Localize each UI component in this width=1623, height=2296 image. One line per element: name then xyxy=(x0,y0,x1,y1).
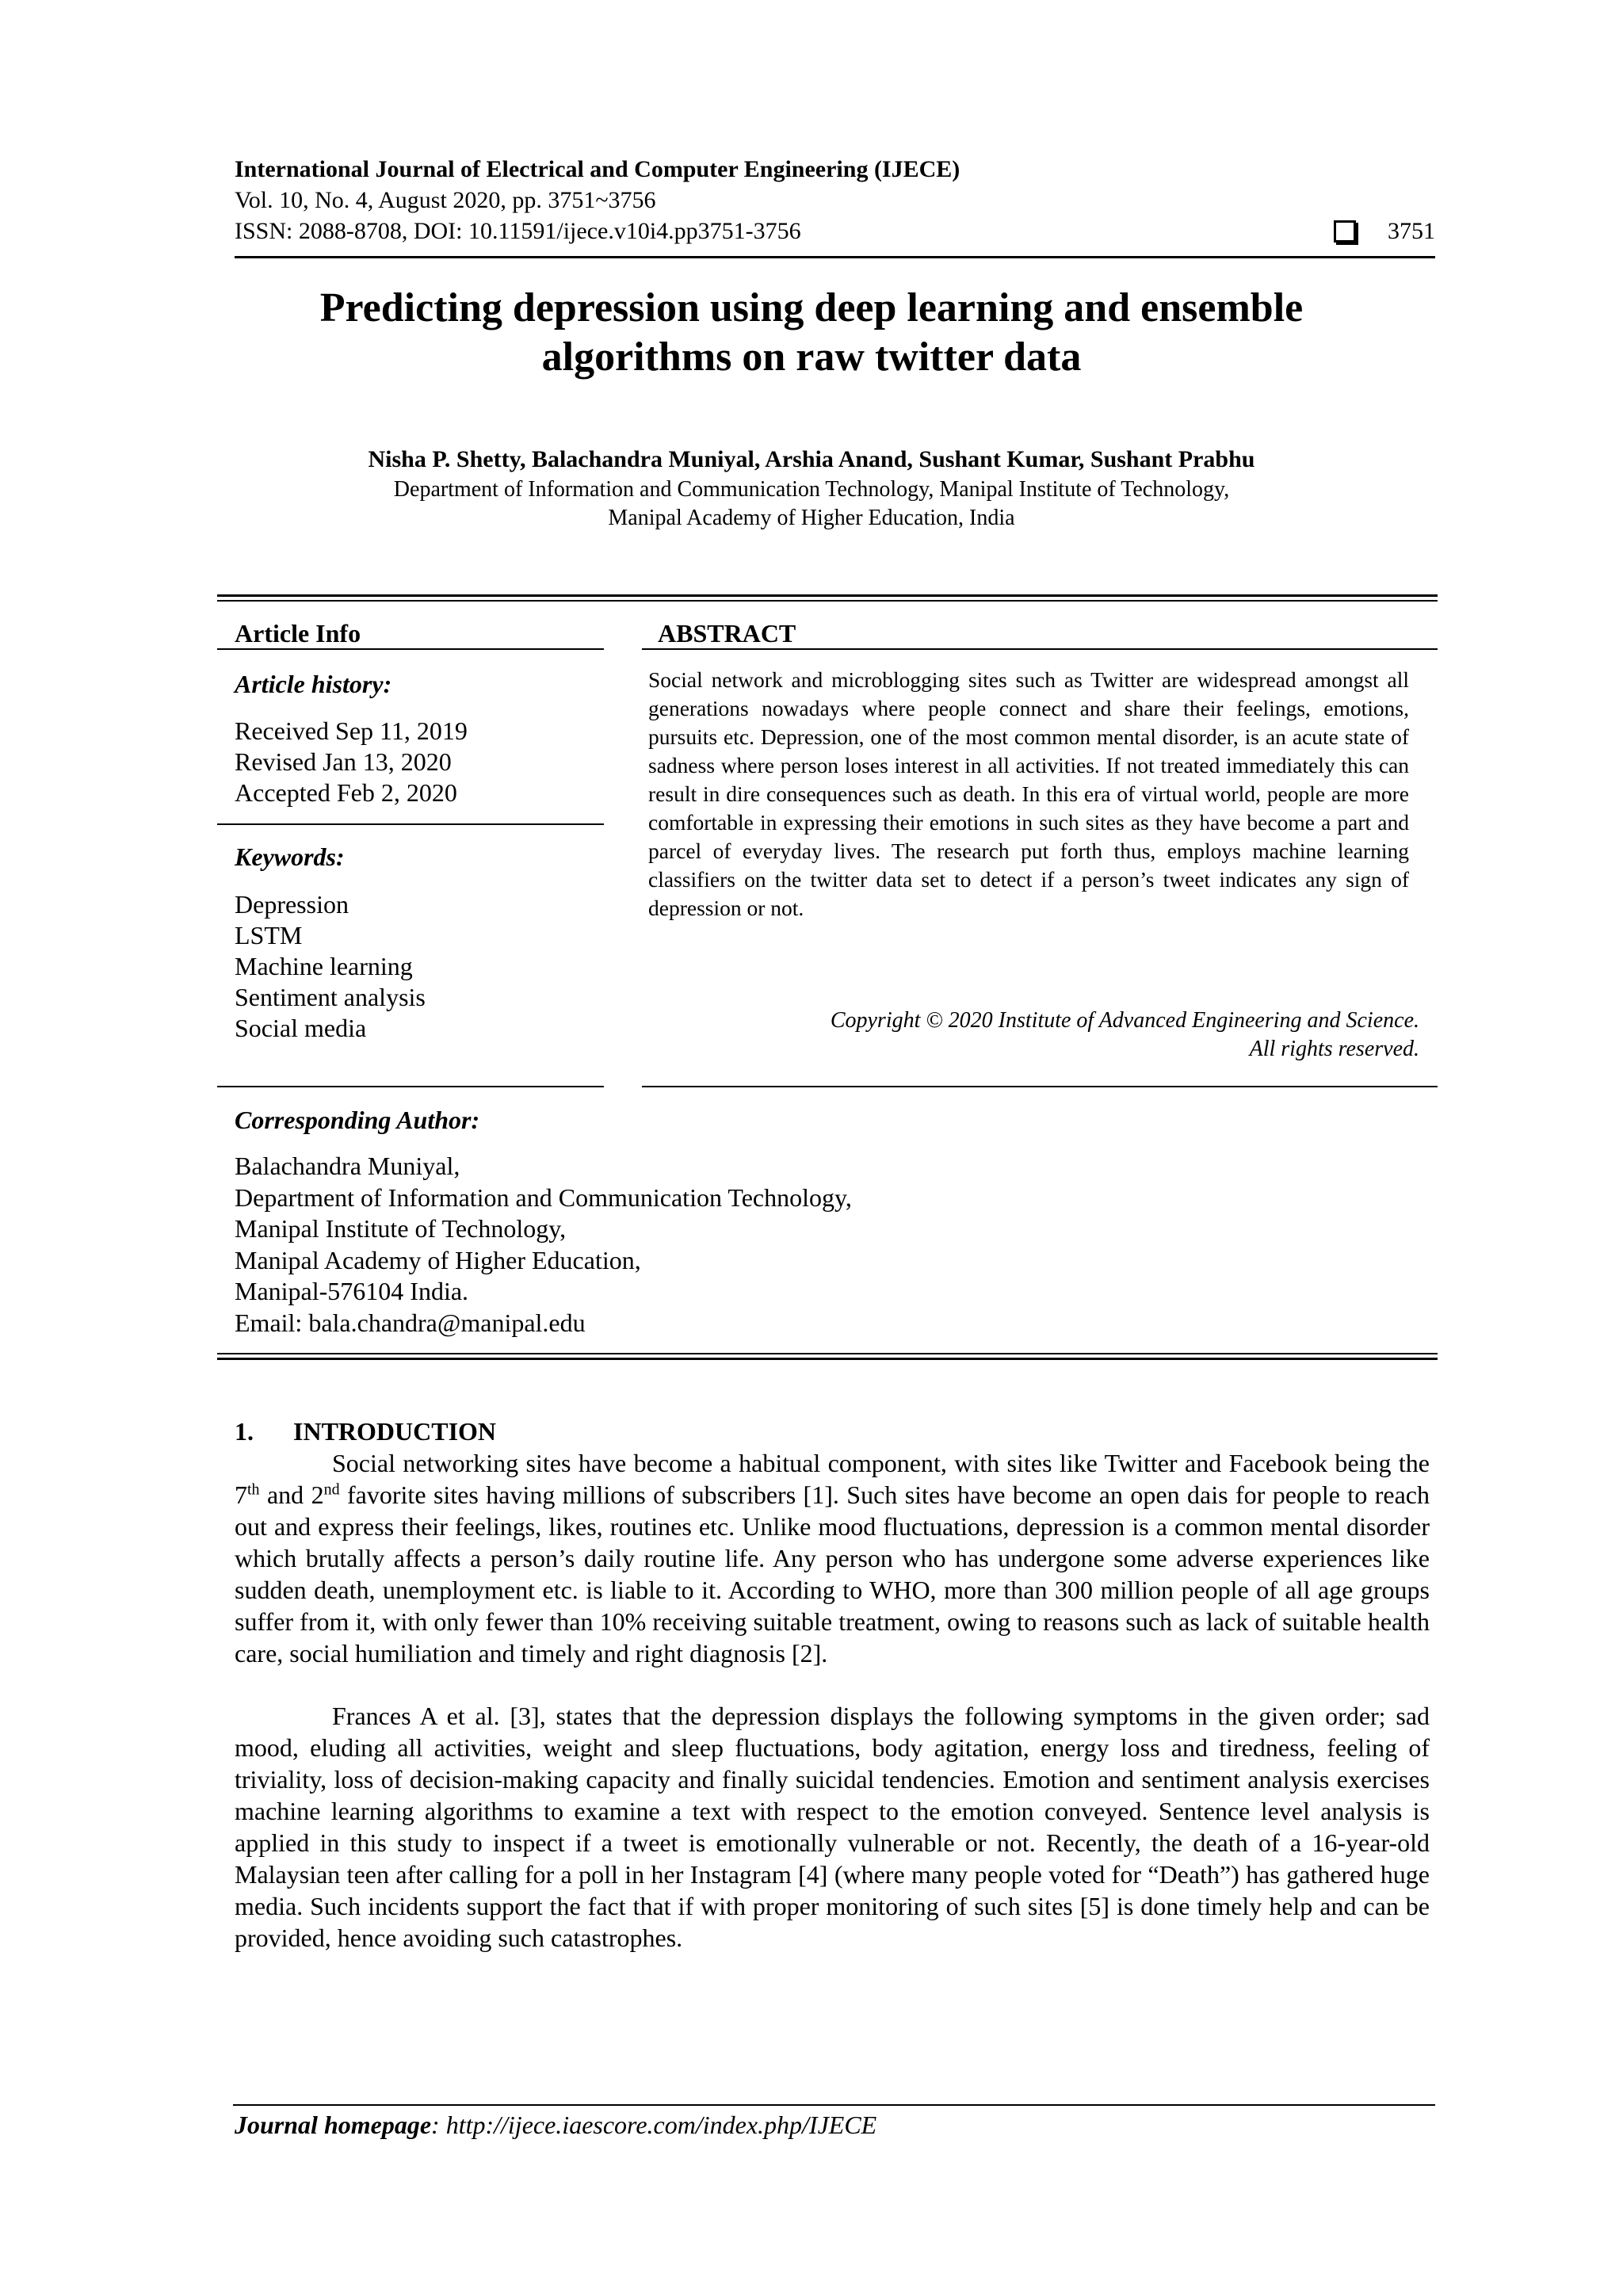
title-line-2: algorithms on raw twitter data xyxy=(541,334,1082,380)
affiliation-line-1: Department of Information and Communication Technology, Manipal Institute of Technology, xyxy=(393,477,1230,502)
abstract-rule xyxy=(642,648,1438,650)
author-name: Balachandra Muniyal, xyxy=(235,1152,460,1180)
author-email: Email: bala.chandra@manipal.edu xyxy=(235,1308,586,1337)
abstract-bottom-rule xyxy=(642,1086,1438,1087)
abstract-text: Social network and microblogging sites such as Twitter are widespread amongst all generations nowadays where people connect and share their feelings, emotions, pursuits etc. Depression, one of the most common mental disorder, is an acute state of sadness where person loses interest in all activities. If not treated immediately this can result in dire consequences such as death. In this era of virtual world, people are more comfortable in expressing their emotions in such sites as they have become a part and parcel of everyday lives. The research put forth thus, employs machine learning classifiers on the twitter data set to detect if a person’s tweet indicates any sign of depression or not. xyxy=(648,667,1409,920)
intro-paragraph-2: Frances A et al. [3], states that the depression displays the following symptoms in the given order; sad mood, eluding all activities, weight and sleep fluctuations, body agitation, energy loss and tiredness, feeling of triviality, loss of decision-making capacity and finally suicidal tendencies. Emotion and sentiment analysis exercises machine learning algorithms to examine a text with respect to the emotion conveyed. Sentence level analysis is applied in this study to inspect if a tweet is emotionally vulnerable or not. Recently, the death of a 16-year-old Malaysian teen after calling for a poll in her Instagram [4] (where many people voted for “Death”) has gathered huge media. Such incidents support the fact that if with proper monitoring of such sites [5] is done timely help and can be provided, hence avoiding such catastrophes. xyxy=(235,1702,1430,1952)
info-bottom-rule-1 xyxy=(217,1353,1438,1354)
copyright-line-2: All rights reserved. xyxy=(1249,1037,1419,1061)
footer-rule xyxy=(233,2104,1435,2106)
info-bottom-rule-2 xyxy=(217,1358,1438,1360)
author-institute: Manipal Institute of Technology, xyxy=(235,1214,567,1243)
keywords-rule xyxy=(217,1086,604,1087)
keywords-heading: Keywords: xyxy=(235,842,345,871)
author-list: Nisha P. Shetty, Balachandra Muniyal, Arshia Anand, Sushant Kumar, Sushant Prabhu xyxy=(368,446,1255,472)
received-date: Received Sep 11, 2019 xyxy=(235,716,468,745)
author-academy: Manipal Academy of Higher Education, xyxy=(235,1245,641,1274)
header-rule xyxy=(235,256,1435,258)
page-number: 3751 xyxy=(1388,218,1435,244)
info-top-rule-1 xyxy=(217,594,1438,597)
homepage-url[interactable]: : http://ijece.iaescore.com/index.php/IJECE xyxy=(431,2111,877,2139)
accepted-date: Accepted Feb 2, 2020 xyxy=(235,778,457,807)
keyword-item: Depression xyxy=(235,890,349,919)
abstract-heading: ABSTRACT xyxy=(658,619,796,648)
introduction-heading xyxy=(235,1416,496,1446)
info-top-rule-2 xyxy=(217,600,1438,602)
revised-date: Revised Jan 13, 2020 xyxy=(235,747,452,776)
copyright-line-1: Copyright © 2020 Institute of Advanced Engineering and Science. xyxy=(830,1008,1419,1033)
keyword-item: Machine learning xyxy=(235,952,413,980)
journal-name: International Journal of Electrical and Computer Engineering (IJECE) xyxy=(235,156,960,182)
checkbox-square-icon xyxy=(1334,220,1356,243)
history-rule xyxy=(217,823,604,825)
keyword-item: Social media xyxy=(235,1014,367,1042)
paper-title xyxy=(0,284,1623,382)
intro-paragraph-1: Social networking sites have become a habitual component, with sites like Twitter and Facebook being the 7th and 2nd favorite sites having millions of subscribers [1]. Such sites have become an open dais for people to reach out and express their feelings, likes, routines etc. Unlike mood fluctuations, depression is a common mental disorder which brutally affects a person’s daily routine life. Any person who has undergone some adverse experiences like sudden death, unemployment etc. is liable to it. According to WHO, more than 300 million people of all age groups suffer from it, with only fewer than 10% receiving suitable treatment, owing to reasons such as lack of suitable health care, social humiliation and timely and right diagnosis [2]. xyxy=(235,1449,1430,1668)
article-history-heading: Article history: xyxy=(235,670,392,698)
author-address: Manipal-576104 India. xyxy=(235,1277,469,1305)
author-department: Department of Information and Communication Technology, xyxy=(235,1182,852,1212)
affiliation-line-2: Manipal Academy of Higher Education, India xyxy=(608,506,1015,530)
copyright-notice xyxy=(831,1007,1419,1064)
corresponding-author-heading: Corresponding Author: xyxy=(235,1106,480,1134)
issn-doi: ISSN: 2088-8708, DOI: 10.11591/ijece.v10i4.pp3751-3756 xyxy=(235,218,801,244)
corresponding-author-details xyxy=(235,1151,852,1339)
page-number-block xyxy=(1334,217,1435,246)
article-info-heading: Article Info xyxy=(235,619,361,648)
keyword-item: LSTM xyxy=(235,921,303,949)
section-title: INTRODUCTION xyxy=(293,1417,497,1446)
title-line-1: Predicting depression using deep learning and ensemble xyxy=(319,285,1304,330)
volume-info: Vol. 10, No. 4, August 2020, pp. 3751~3756 xyxy=(235,187,656,213)
article-info-rule xyxy=(217,648,604,650)
section-number: 1. xyxy=(235,1417,254,1446)
homepage-label: Journal homepage xyxy=(235,2111,432,2139)
keyword-item: Sentiment analysis xyxy=(235,983,426,1011)
journal-homepage xyxy=(235,2110,876,2140)
